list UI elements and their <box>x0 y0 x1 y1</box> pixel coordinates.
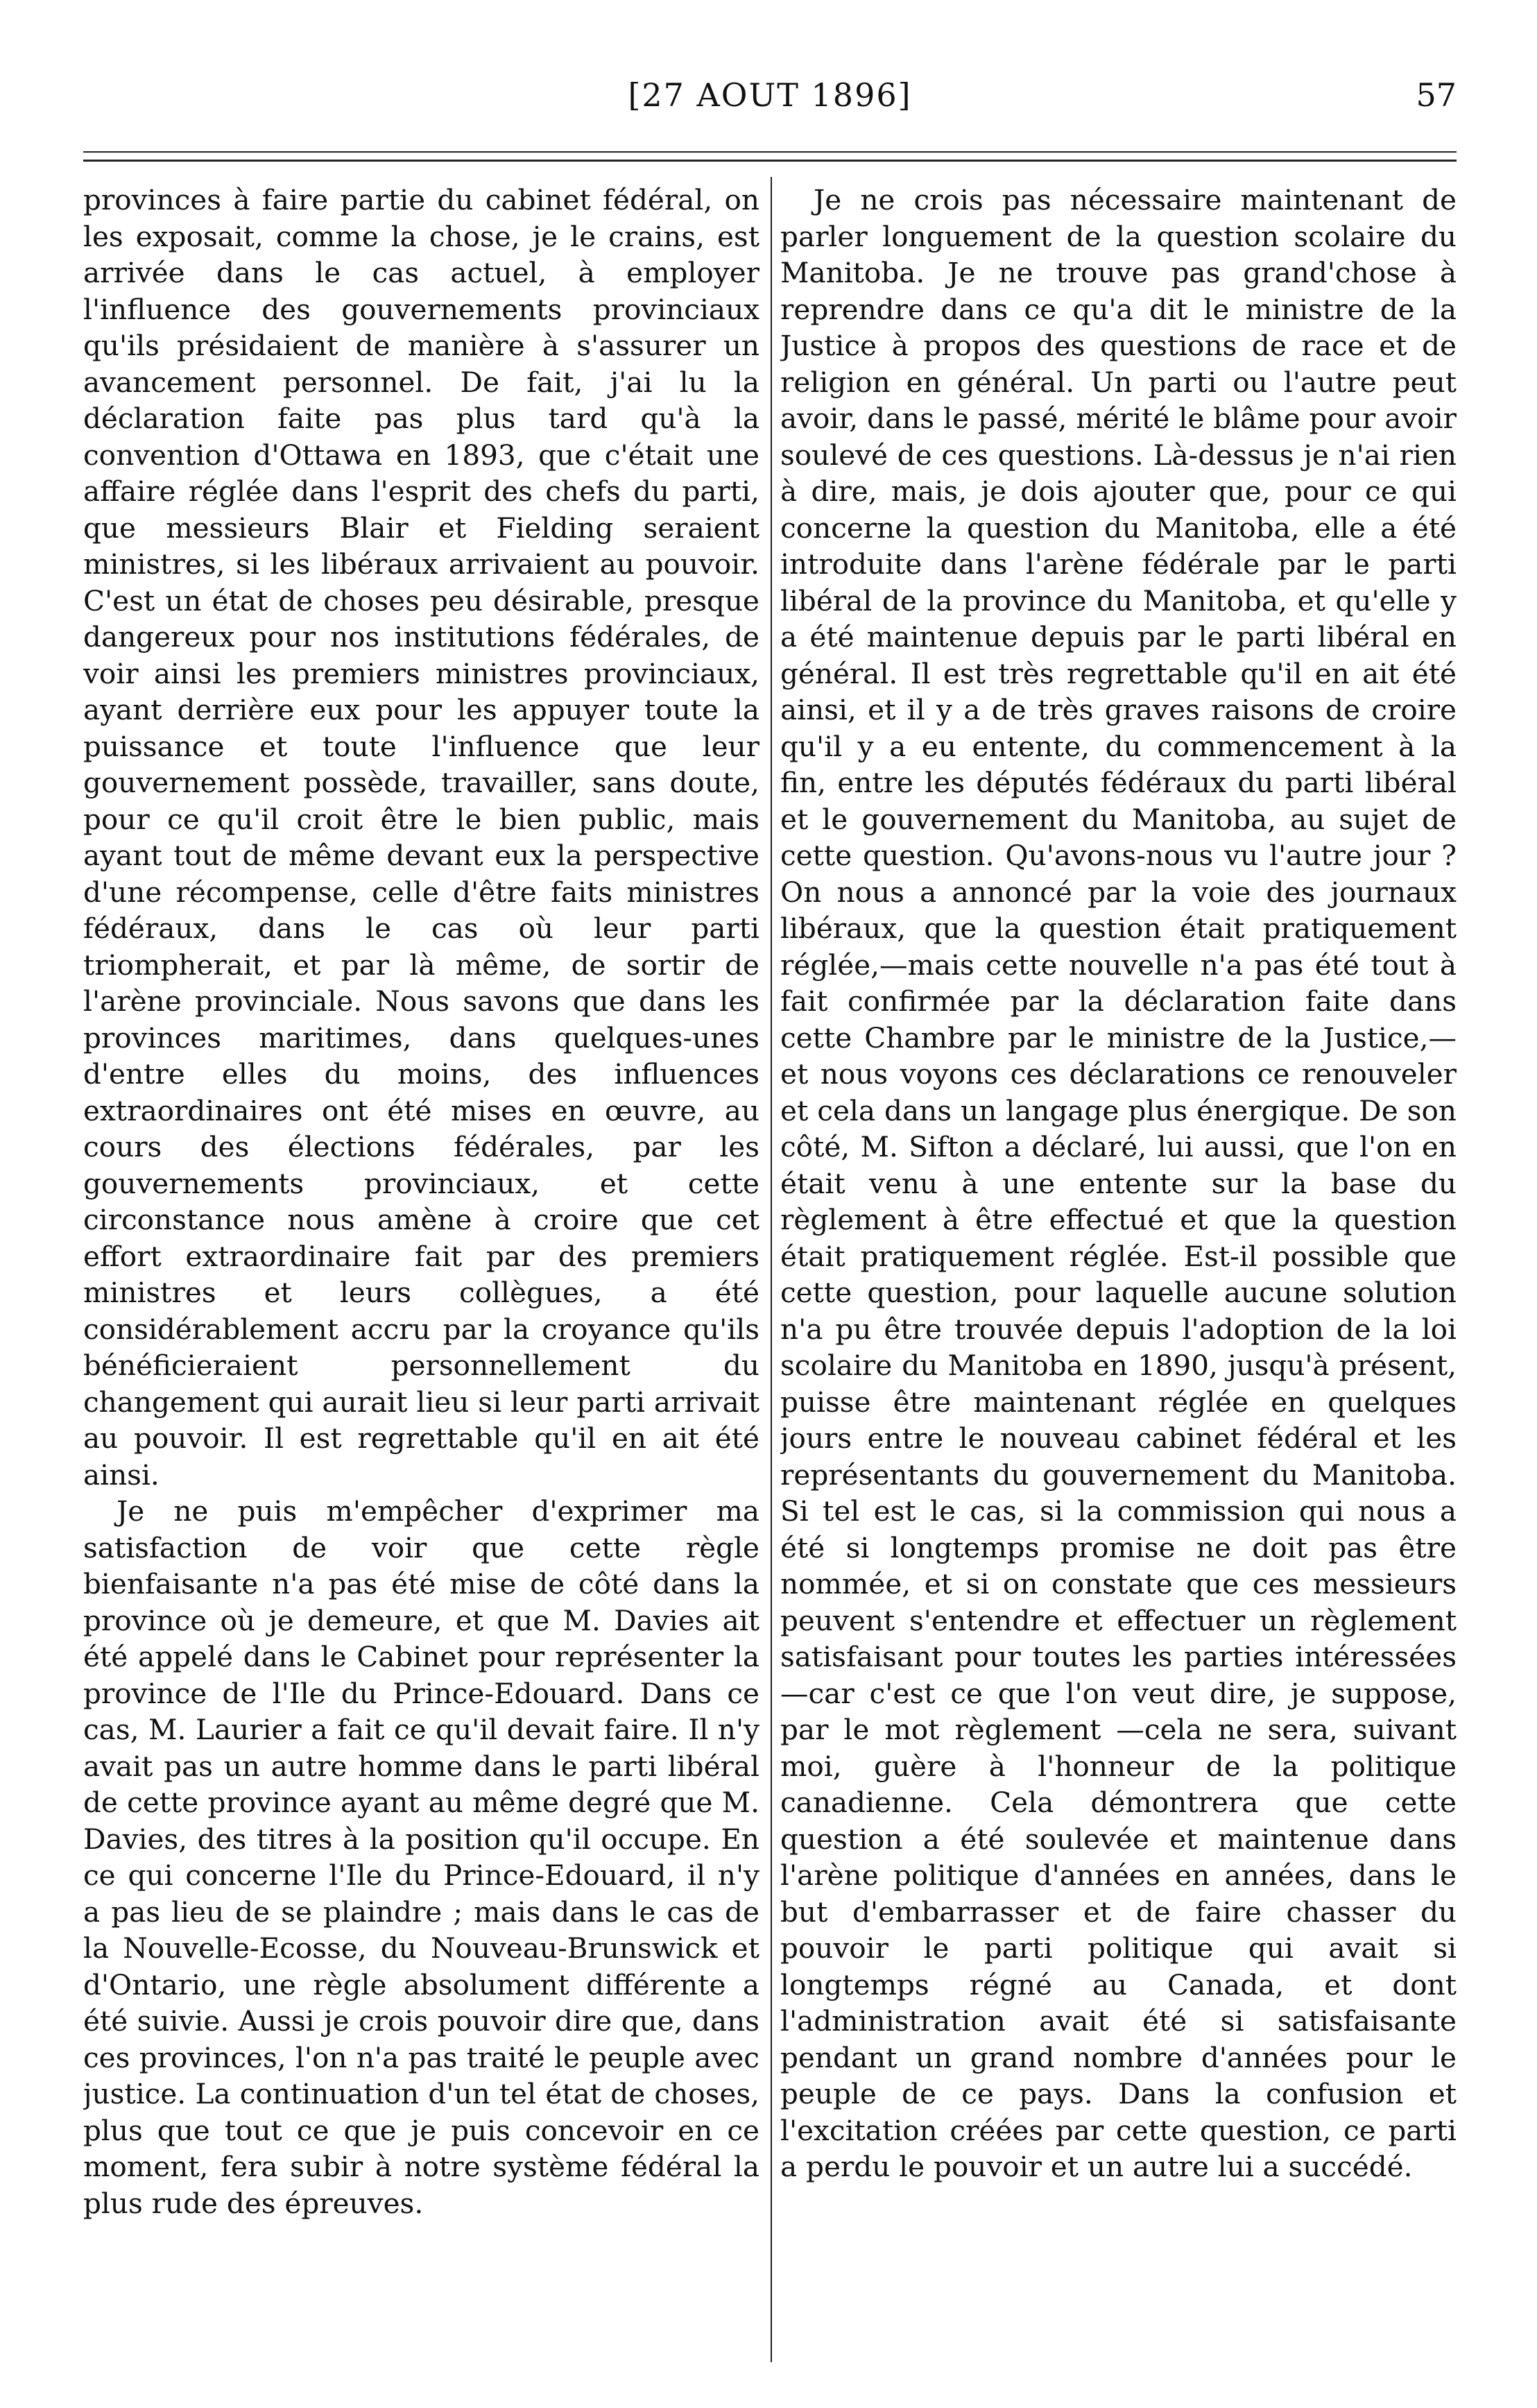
header-date: [27 AOUT 1896] <box>628 76 912 114</box>
header-rule-top <box>83 151 1457 153</box>
page-number: 57 <box>1416 76 1457 114</box>
header-rule-bottom <box>83 160 1457 162</box>
page-header <box>83 76 1457 125</box>
column-divider <box>771 177 772 2362</box>
left-paragraph-1: provinces à faire partie du cabinet fédéral, on les exposait, comme la chose, je le crains, est arrivée dans le cas actuel, à employer l'influence des gouvernements provinciaux qu'ils présidaient de manière à s'assurer un avancement personnel. De fait, j'ai lu la déclaration faite pas plus tard qu'à la convention d'Ottawa en 1893, que c'était une affaire réglée dans l'esprit des chefs du parti, que messieurs Blair et Fielding seraient ministres, si les libéraux arrivaient au pouvoir. C'est un état de choses peu désirable, presque dangereux pour nos institutions fédérales, de voir ainsi les premiers ministres provinciaux, ayant derrière eux pour les appuyer toute la puissance et toute l'influence que leur gouvernement possède, travailler, sans doute, pour ce qu'il croit être le bien public, mais ayant tout de même devant eux la perspective d'une récompense, celle d'être faits ministres fédéraux, dans le cas où leur parti triompherait, et par là même, de sortir de l'arène provinciale. Nous savons que dans les provinces maritimes, dans quelques-unes d'entre elles du moins, des influences extraordinaires ont été mises en œuvre, au cours des élections fédérales, par les gouvernements provinciaux, et cette circonstance nous amène à croire que cet effort extraordinaire fait par des premiers ministres et leurs collègues, a été considérablement accru par la croyance qu'ils bénéficieraient personnellement du changement qui aurait lieu si leur parti arrivait au pouvoir. Il est regrettable qu'il en ait été ainsi. <box>83 183 759 1492</box>
left-column <box>83 182 759 2360</box>
right-paragraph-1: Je ne crois pas nécessaire maintenant de parler longuement de la question scolaire du Manitoba. Je ne trouve pas grand'chose à reprendre dans ce qu'a dit le ministre de la Justice à propos des questions de race et de religion en général. Un parti ou l'autre peut avoir, dans le passé, mérité le blâme pour avoir soulevé de ces questions. Là-dessus je n'ai rien à dire, mais, je dois ajouter que, pour ce qui concerne la question du Manitoba, elle a été introduite dans l'arène fédérale par le parti libéral de la province du Manitoba, et qu'elle y a été maintenue depuis par le parti libéral en général. Il est très regrettable qu'il en ait été ainsi, et il y a de très graves raisons de croire qu'il y a eu entente, du commencement à la fin, entre les députés fédéraux du parti libéral et le gouvernement du Manitoba, au sujet de cette question. Qu'avons-nous vu l'autre jour ? On nous a annoncé par la voie des journaux libéraux, que la question était pratiquement réglée,—mais cette nouvelle n'a pas été tout à fait confirmée par la déclaration faite dans cette Chambre par le ministre de la Justice,—et nous voyons ces déclarations ce renouveler et cela dans un langage plus énergique. De son côté, M. Sifton a déclaré, lui aussi, que l'on en était venu à une entente sur la base du règlement à être effectué et que la question était pratiquement réglée. Est-il possible que cette question, pour laquelle aucune solution n'a pu être trouvée depuis l'adoption de la loi scolaire du Manitoba en 1890, jusqu'à présent, puisse être maintenant réglée en quelques jours entre le nouveau cabinet fédéral et les représentants du gouvernement du Manitoba. Si tel est le cas, si la commission qui nous a été si longtemps promise ne doit pas être nommée, et si on constate que ces messieurs peuvent s'entendre et effectuer un règlement satisfaisant pour toutes les parties intéressées—car c'est ce que l'on veut dire, je suppose, par le mot règlement —cela ne sera, suivant moi, guère à l'honneur de la politique canadienne. Cela démontrera que cette question a été soulevée et maintenue dans l'arène politique d'années en années, dans le but d'embarrasser et de faire chasser du pouvoir le parti politique qui avait si longtemps régné au Canada, et dont l'administration avait été si satisfaisante pendant un grand nombre d'années pour le peuple de ce pays. Dans la confusion et l'excitation créées par cette question, ce parti a perdu le pouvoir et un autre lui a succédé. <box>780 183 1457 2183</box>
right-column <box>780 182 1457 2360</box>
left-paragraph-2: Je ne puis m'empêcher d'exprimer ma satisfaction de voir que cette règle bienfaisante n'a pas été mise de côté dans la province où je demeure, et que M. Davies ait été appelé dans le Cabinet pour représenter la province de l'Ile du Prince-Edouard. Dans ce cas, M. Laurier a fait ce qu'il devait faire. Il n'y avait pas un autre homme dans le parti libéral de cette province ayant au même degré que M. Davies, des titres à la position qu'il occupe. En ce qui concerne l'Ile du Prince-Edouard, il n'y a pas lieu de se plaindre ; mais dans le cas de la Nouvelle-Ecosse, du Nouveau-Brunswick et d'Ontario, une règle absolument différente a été suivie. Aussi je crois pouvoir dire que, dans ces provinces, l'on n'a pas traité le peuple avec justice. La continuation d'un tel état de choses, plus que tout ce que je puis concevoir en ce moment, fera subir à notre système fédéral la plus rude des épreuves. <box>83 1494 759 2220</box>
